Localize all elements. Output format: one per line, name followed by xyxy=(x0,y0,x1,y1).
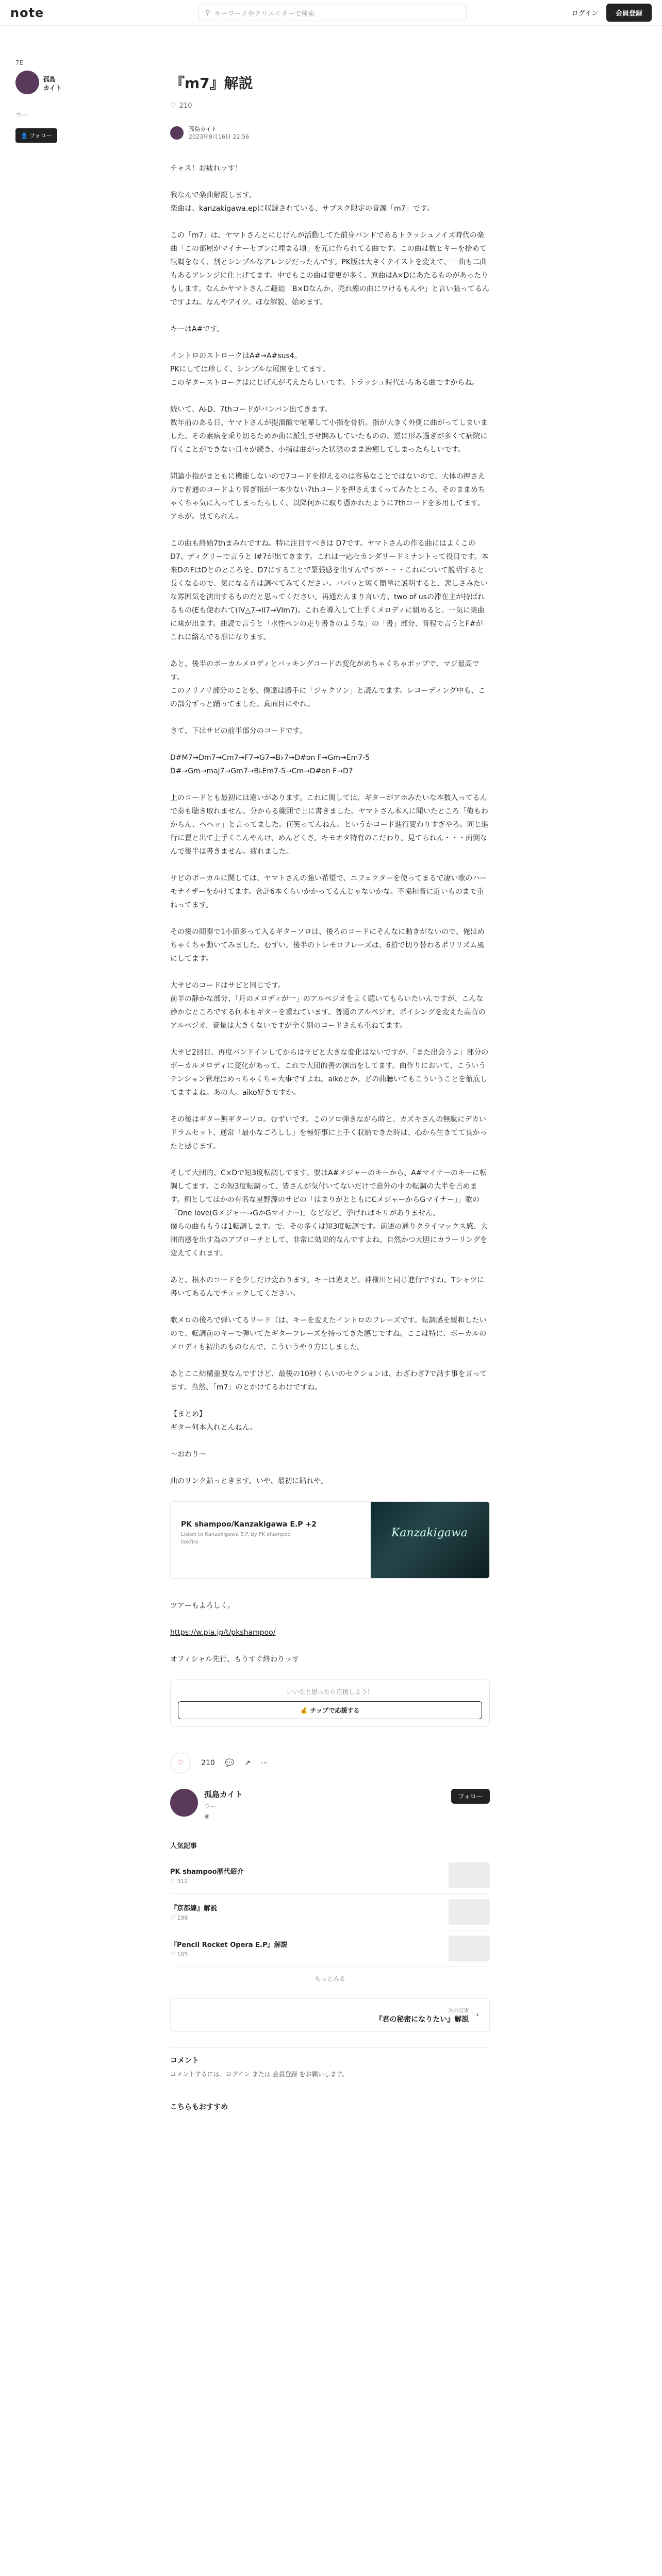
action-bar xyxy=(170,1753,490,1773)
list-item-likes-value: 312 xyxy=(177,1877,188,1885)
like-count: 210 xyxy=(201,1758,215,1767)
author-name[interactable]: 孤島カイト xyxy=(189,126,217,132)
list-item-text xyxy=(170,1903,217,1921)
sidebar-author-name[interactable]: 孤島カイト xyxy=(43,76,62,92)
sidebar-label: 7E xyxy=(15,59,24,66)
search-placeholder: キーワードやクリエイターで検索 xyxy=(214,10,315,18)
paragraph: さて、下はサビの前半部分のコードです。 xyxy=(170,726,307,735)
avatar[interactable] xyxy=(170,1789,198,1817)
heart-icon: ♡ xyxy=(177,1758,184,1767)
embed-subtitle: Listen to Kanzakigawa E.P. by PK shampoo xyxy=(181,1531,291,1537)
list-item-thumbnail xyxy=(449,1936,490,1961)
popular-list xyxy=(170,1857,490,1967)
login-link[interactable]: ログイン xyxy=(571,10,598,18)
recommend-title: こちらもおすすめ xyxy=(170,2094,490,2112)
list-item-likes: ♡ 165 xyxy=(170,1951,188,1958)
list-item-likes-value: 165 xyxy=(177,1951,188,1958)
paragraph: 続いて、A♭D、7thコードがバンバン出てきます。 数年前のある日、ヤマトさんが提溜酸で喧嘩して小指を骨折。指が大きく外側に曲がってしまいました。その素病を乗り切るためか曲に派生させ開みしていたものの、逆に形み過ぎが多くて病院に行くことができない日々が続き、小指は曲がった状態のまま治癒してしまったらしいです。 xyxy=(170,405,488,454)
avatar[interactable] xyxy=(15,71,39,94)
search-input[interactable] xyxy=(198,5,467,21)
embed-text xyxy=(171,1502,371,1578)
paragraph: あとここ結構重要なんですけど、最後の10秒くらいのセクションは、わざわざ7で話す事を言ってます。当然、「m7」のとかけてるわけですね。 xyxy=(170,1369,487,1392)
sidebar-author-tag: ウー xyxy=(15,111,28,118)
comment-icon[interactable]: 💬 xyxy=(225,1758,235,1767)
paragraph: サビのボーカルに関しては、ヤマトさんの強い希望で、エフェクターを使ってまるで凄い歌のハーモナイザーをかけてます。合計6本くらいかかってるんじゃないかな。不協和音に近いものまで重ねってます。 xyxy=(170,874,487,909)
search-icon: ⚲ xyxy=(205,9,210,17)
paragraph: あと、後半のボーカルメロディとバッキングコードの変化がめちゃくちゃポップで、マジ最高です。 このノリノリ部分のことを、僕達は勝手に「ジャクソン」と読んでます。レコーディング中も、この部分ずっと踊ってました。真面目にやれ。 xyxy=(170,659,486,708)
list-item[interactable] xyxy=(170,1930,490,1967)
paragraph: 曲のリンク貼っときます。いや、最初に貼れや。 xyxy=(170,1477,328,1485)
list-item-title: 『京都線』解説 xyxy=(170,1904,218,1912)
more-icon[interactable]: ⋯ xyxy=(260,1758,268,1767)
sidebar-follow-button[interactable]: 👤 フォロー xyxy=(15,128,57,143)
support-box xyxy=(170,1680,490,1727)
site-header xyxy=(0,0,662,26)
paragraph: 大サビ2回目、再度バンドインしてからはサビと大きな変化はないですが、「また出会うよ」部分のボーカルメロディに変化があって、これで大団的善の演出をしてます。曲作りにおいて、こういうテンション管理はめっちゃくちゃ大事ですよね。aikoとか、どの曲聴いてもこういうことを徹底してますよね。あの人。aiko好きですか。 xyxy=(170,1048,489,1097)
closing-text: オフィシャル先行、もうすぐ終わりッす xyxy=(170,1655,300,1664)
next-article-label: 次の記事 xyxy=(448,2008,469,2014)
comments-text: コメントするには、ログイン または 会員登録 をお願いします。 xyxy=(170,2070,349,2078)
embed-card[interactable] xyxy=(170,1501,490,1579)
list-item-thumbnail xyxy=(449,1899,490,1925)
author-card-info xyxy=(204,1789,243,1820)
paragraph: あと、根本のコードを少しだけ変わります。キーは違えど、神様川と同じ進行ですね。Tシャツに書いてあるんでチェックしてください。 xyxy=(170,1276,485,1298)
author-row xyxy=(170,125,490,141)
paragraph: 上のコードとも最初には違いがあります。これに関しては、ギターがアホみたいな本数入ってるんで奏も聴き取れません。分からる範囲で上に書きました。ヤマトさん本人に聞いたところ「俺もわからん、ヘヘッ」と言ってました。何笑ってんねん。というかコード進行変わりすぎやろ。同じ進行に置と出て上手くこんやんけ、めんどくさ。キモオタ特有のこだわり。見てられん・・・面倒なんで後半は書きません。疲れました。 xyxy=(170,793,489,856)
paragraph: キーはA#です。 xyxy=(170,325,224,333)
paragraph: この曲も終始7thまみれですね。特に注目すべきは D7です。ヤマトさんの作る曲にはよくこのD7、ディグリーで言うと I#7が出てきます。これは一応セカンダリードミナントって役目です。本来DのFはDとのところを、D7にすることで緊張感を出すんですが・・・これについて説明すると長くなるので、気になる方は調べてみてください。バパッと短く簡単に説明すると、悲しさみたいな雰囲気を演出するものだと思ってください。再通たんまり言い方、two of usの滞在主が持ばれるもの(Eも使われて(IV△7→II7→Vlm7)。これを導入して上手くメロディに組めると、一気に楽曲に味が出ます。曲読で言うと「水性ペンの走り書きのような」の「書」部分、音程で言うとF#がこれに絡んでる形になります。 xyxy=(170,539,489,641)
register-button[interactable]: 会員登録 xyxy=(606,4,652,22)
heart-icon: ♡ xyxy=(170,102,176,110)
tip-button[interactable]: 💰 チップで応援する xyxy=(178,1701,482,1719)
embed-artwork-text: Kanzakigawa xyxy=(391,1526,468,1539)
paragraph: そして大団的、C×Dで短3度転調してます。要はA#メジャーのキーから、A#マイナーのキーに転調してます。この短3度転調って、皆さんが気付いてないだけで意外の中の転調の大半を占めます。例としてはかの有名な星野源のサビの「はまりがとともにCメジャーからGマイナー」」歌の「One love(Gメジャー→GかGマイナー)」などなど。挙げればキリがありません。 僕らの曲ももうは1転調します。で、その多くは短3度転調です。前述の通りクライマックス感、大団的感を出す為のアプローチとして、非常に効果的なんですよね。自然かつ大胆にカラーリングを変えてくれます。 xyxy=(170,1168,488,1258)
paragraph: 【まとめ】 ギター何本入れとんねん。 xyxy=(170,1410,257,1432)
list-item-text xyxy=(170,1866,244,1885)
popular-title: 人気記事 xyxy=(170,1842,197,1850)
paragraph: その後はギター無ギターソロ。むずいです。このソロ弾きながら時と、カズキさんの無駄にデカいドラムセット、通常「最小なごろしし」を極好事に上手く収納できた時は、心から生きてて良かったと感じます。 xyxy=(170,1115,487,1150)
paragraph: この「m7」は、ヤマトさんとにじげんが活動してた前身バンドであるトラッシュノイズ時代の楽曲「この部屋がマイナーセブンに埋まる頃」を元に作られてる曲です。この曲は数ヒキーを拾めて転調をなく、割とシンプルなアレンジだったんです。PK版は大きくテイストを変えて、一曲も二曲もあるアレンジに仕上げてます。中でもこの曲は変更が多く、原曲はA×Dにあたるものがあったりもします。なんかヤマトさんご趣迫「B×Dなんか、売れ線の曲にワけるもんや」と言い張ってるんですよね。なんやアイツ。ほな解説、始めます。 xyxy=(170,231,489,307)
tour-text: ツアーもよろしく。 xyxy=(170,1601,235,1610)
paragraph: チャス！お疲れッす！ xyxy=(170,164,242,173)
like-count-value: 210 xyxy=(179,102,192,110)
more-link[interactable]: もっとみる xyxy=(314,1975,345,1982)
avatar[interactable] xyxy=(170,126,184,140)
author-card xyxy=(170,1789,490,1820)
author-card-name[interactable]: 孤島カイト xyxy=(204,1789,243,1799)
author-meta xyxy=(189,125,249,141)
paragraph: ～おわり～ xyxy=(170,1450,206,1459)
share-icon[interactable]: ↗ xyxy=(244,1758,251,1767)
embed-title: PK shampoo/Kanzakigawa E.P +2 xyxy=(181,1520,317,1529)
support-text: いいなと思ったら応援しよう！ xyxy=(286,1688,373,1696)
comments-title: コメント xyxy=(170,2047,490,2065)
tip-button-label: チップで応援する xyxy=(310,1706,360,1714)
list-item[interactable] xyxy=(170,1857,490,1894)
list-item-likes: ♡ 312 xyxy=(170,1877,188,1885)
list-item-likes-value: 198 xyxy=(177,1914,188,1921)
list-item-text xyxy=(170,1939,287,1958)
note-logo[interactable]: note xyxy=(10,5,44,20)
like-button[interactable] xyxy=(170,1753,191,1773)
list-item-title: PK shampoo歴代紹介 xyxy=(170,1868,244,1876)
paragraph: 大サビのコードはサビと同じです。 前半の静かな部分、「月のメロディが一」のアルペジオをよく聴いてもらいたいんですが、こんな静かなところでする何本もギターを重ねています。普通のアルペジオ、ポイシングを変えた高音のアルペジオ、音量は大きくないですが全く別のコードさえも重ねてます。 xyxy=(170,981,486,1030)
embed-artwork xyxy=(371,1502,489,1578)
author-card-follow-button[interactable]: フォロー xyxy=(451,1789,490,1804)
embed-host: linkfire xyxy=(181,1539,199,1545)
post-date: 2023年9月16日 22:56 xyxy=(189,133,250,141)
next-article-title: 『君の秘密になりたい』解説 xyxy=(375,2015,469,2024)
chevron-right-icon: › xyxy=(476,2011,479,2020)
paragraph: その後の間奏で1小節多って入るギターソロは、後ろのコードにそんなに動きがないので、俺はめちゃくちゃ動いてみました。むずい。後半のトレモロフレーズは、6拍で切り替わるポリリズム風にしてます。 xyxy=(170,927,485,963)
list-item-title: 『Pencil Rocket Opera E.P』解説 xyxy=(170,1941,288,1949)
article-body xyxy=(170,162,490,1488)
sidebar-follow-label: フォロー xyxy=(29,132,52,139)
like-count-top xyxy=(170,102,490,110)
article xyxy=(170,72,490,2112)
paragraph: 歌メロの後ろで弾いてるリード（は、キーを変えたイントロのフレーズです。転調感を緩和したいので、転調前のキーで弾いてたギターフレーズを持ってきた感じですね。ここは特に、ボーカルのメロディも初出のものなんで、こういうやり方にしました。 xyxy=(170,1316,487,1351)
paragraph: 戦なんで楽曲解説します。 楽曲は、kanzakigawa.epに収録されている、サブスク限定の音源「m7」です。 xyxy=(170,191,434,213)
list-item-likes: ♡ 198 xyxy=(170,1914,188,1921)
paragraph: イントロのストロークはA#→A#sus4。 PKにしては珍しく、シンプルな展開をしてます。 このギターストロークはにじげんが考えたらしいです。トラッシュ時代からある曲ですからね。 xyxy=(170,351,479,387)
paragraph: D#M7→Dm7→Cm7→F7→G7→B♭7→D#on F→Gm→Em7-5 D#→Gm→maj7→Gm7→B♭Em7-5→Cm→D#on F→D7 xyxy=(170,753,370,775)
header-actions xyxy=(572,4,652,22)
next-article-text xyxy=(375,2006,469,2024)
page-title: 『m7』解説 xyxy=(170,75,253,92)
list-item-thumbnail xyxy=(449,1862,490,1888)
author-card-tag: ウー xyxy=(204,1802,217,1810)
tour-link[interactable]: https://w.pia.jp/t/pkshampoo/ xyxy=(170,1628,276,1637)
next-article[interactable] xyxy=(170,1998,490,2032)
creator-sidebar xyxy=(15,59,62,143)
paragraph: 問論小指がまともに機能しないので7コードを抑えるのは容易なことではないので、大体の押さえ方で普通のコードより容ぎ指が一本少ない7thコードを押さえまくってみたところ、そのままめちゃくちゃ気に入ってしまったらしく、以降何かに取り憑かれたように7thコードを多用してます。アホが。見てられん。 xyxy=(170,472,485,521)
list-item[interactable] xyxy=(170,1894,490,1930)
rss-icon[interactable]: ◉ xyxy=(204,1812,210,1820)
